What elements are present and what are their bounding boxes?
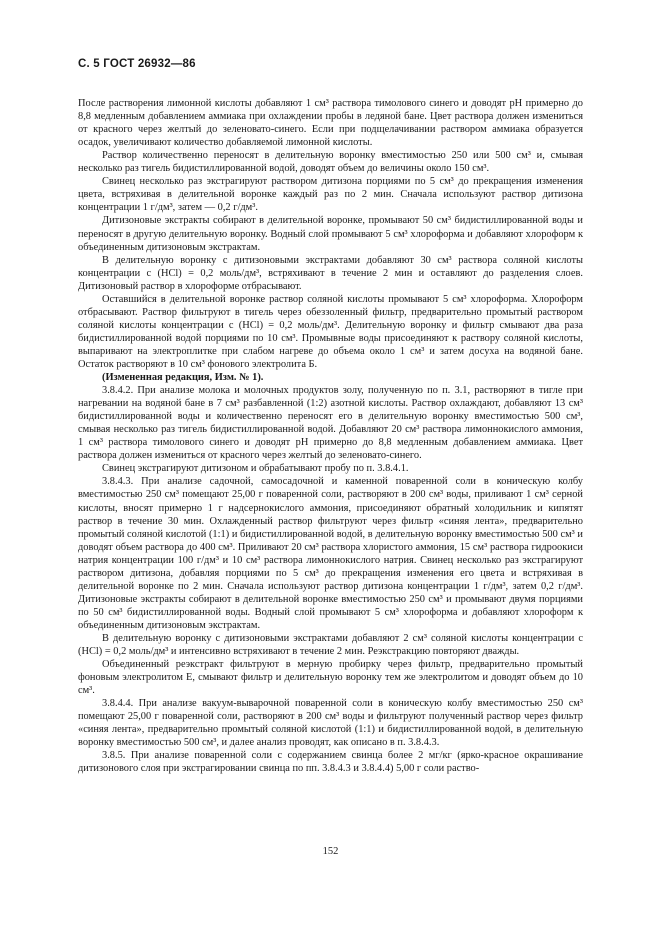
amendment-note: (Измененная редакция, Изм. № 1). xyxy=(102,372,264,384)
paragraph: После растворения лимонной кислоты добавляют 1 см³ раствора тимолового синего и доводят рН примерно до 8,8 медленным добавлением аммиака при охлаждении пробы в ледяной бане. Цвет раствора должен измениться от красного через желтый до зеленовато-синего. Если при подщелачивании раствором аммиака образуется осадок, увеличивают количество добавляемой лимонной кислоты. xyxy=(78,98,583,149)
paragraph: Объединенный реэкстракт фильтруют в мерную пробирку через фильтр, предварительно промытый фоновым электролитом Е, смывают фильтр и делительную воронку тем же электролитом и доводят объем до 10 см³. xyxy=(78,659,583,697)
paragraph: 3.8.4.2. При анализе молока и молочных продуктов золу, полученную по п. 3.1, растворяют в тигле при нагревании на водяной бане в 7 см³ разбавленной (1:2) азотной кислоты. Раствор охлаждают, добавляют 13 см³ бидистиллированной воды и количественно переносят его в делительную воронку вместимостью 500 см³, смывая несколько раз тигель бидистиллированной водой. Добавляют 20 см³ раствора лимоннокислого аммония, 1 см³ раствора тимолового синего и доводят рН примерно до 8,8 медленным добавлением аммиака. Цвет раствора должен измениться от красного через желтый до зеленовато-синего. xyxy=(78,385,583,462)
page-header: С. 5 ГОСТ 26932—86 xyxy=(78,58,196,70)
paragraph: 3.8.4.3. При анализе садочной, самосадочной и каменной поваренной соли в коническую колбу вместимостью 250 см³ помещают 25,00 г поваренной соли, растворяют в 200 см³ воды, приливают 1 см³ серной кислоты, вносят примерно 1 г надсернокислого аммония, присоединяют обратный холодильник и кипятят раствор в течение 30 мин. Охлажденный раствор фильтруют через фильтр «синяя лента», предварительно промытый соляной кислотой (1:1) и бидистиллированной водой, в делительную воронку вместимостью 500 см³ и доводят объем раствора до 400 см³. Приливают 20 см³ раствора хлористого аммония, 15 см³ раствора гидроокиси натрия концентрации 100 г/дм³ и 10 см³ раствора лимоннокислого натрия. Свинец несколько раз экстрагируют раствором дитизона, добавляя порциями по 5 см³ до прекращения изменения его цвета и встряхивая в делительной воронке по 2 мин. Сначала используют раствор дитизона концентрации 1 г/дм³, затем 0,2 г/дм³. Дитизоновые экстракты собирают в делительной воронке вместимостью 250 см³ и промывают двумя порциями по 50 см³ бидистиллированной воды. Водный слой промывают 5 см³ хлороформа и добавляют хлороформ к объединенным дитизоновым экстрактам. xyxy=(78,476,583,631)
paragraph: В делительную воронку с дитизоновыми экстрактами добавляют 30 см³ раствора соляной кислоты концентрации c (HCl) = 0,2 моль/дм³, встряхивают в течение 2 мин и оставляют до разделения слоев. Дитизоновый раствор в хлороформе отбрасывают. xyxy=(78,254,583,292)
page-number: 152 xyxy=(322,846,339,857)
document-body xyxy=(78,97,583,775)
paragraph: Раствор количественно переносят в делительную воронку вместимостью 250 или 500 см³ и, смывая несколько раз тигель бидистиллированной водой, доводят объем до величины около 150 см³. xyxy=(78,150,583,175)
paragraph: 3.8.5. При анализе поваренной соли с содержанием свинца более 2 мг/кг (ярко-красное окрашивание дитизонового слоя при экстрагировании свинца по пп. 3.8.4.3 и 3.8.4.4) 5,00 г соли раство- xyxy=(78,750,583,775)
paragraph: 3.8.4.4. При анализе вакуум-выварочной поваренной соли в коническую колбу вместимостью 250 см³ помещают 25,00 г поваренной соли, растворяют в 200 см³ воды и фильтруют полученный раствор через фильтр «синяя лента», предварительно промытый соляной кислотой (1:1) и бидистиллированной водой, в делительную воронку вместимостью 500 см³, и далее анализ проводят, как описано в п. 3.8.4.3. xyxy=(78,698,583,749)
paragraph: Дитизоновые экстракты собирают в делительной воронке, промывают 50 см³ бидистиллированной воды и переносят в другую делительную воронку. Водный слой промывают 5 см³ хлороформа и добавляют хлороформ к объединенным дитизоновым экстрактам. xyxy=(78,215,583,253)
paragraph: Оставшийся в делительной воронке раствор соляной кислоты промывают 5 см³ хлороформа. Хлороформ отбрасывают. Раствор фильтруют в тигель через обеззоленный фильтр, предварительно промытый раствором соляной кислоты концентрации c (HCl) = 0,2 моль/дм³. Делительную воронку и фильтр смывают два раза бидистиллированной водой порциями по 10 см³. Промывные воды присоединяют к раствору соляной кислоты, выпаривают на электроплитке при слабом нагреве до объема около 1 см³ и затем досуха на водяной бане. Остаток растворяют в 10 см³ фонового электролита Б. xyxy=(78,293,583,370)
paragraph: Свинец экстрагируют дитизоном и обрабатывают пробу по п. 3.8.4.1. xyxy=(102,463,409,475)
paragraph: В делительную воронку с дитизоновыми экстрактами добавляют 2 см³ соляной кислоты концентрации c (HCl) = 0,2 моль/дм³ и интенсивно встряхивают в течение 2 мин. Реэкстракцию повторяют дважды. xyxy=(78,632,583,658)
paragraph: Свинец несколько раз экстрагируют раствором дитизона порциями по 5 см³ до прекращения изменения цвета, встряхивая в делительной воронке каждый раз по 2 мин. Сначала используют раствор дитизона концентрации 1 г/дм³, затем — 0,2 г/дм³. xyxy=(78,176,583,214)
document-page xyxy=(78,58,583,775)
